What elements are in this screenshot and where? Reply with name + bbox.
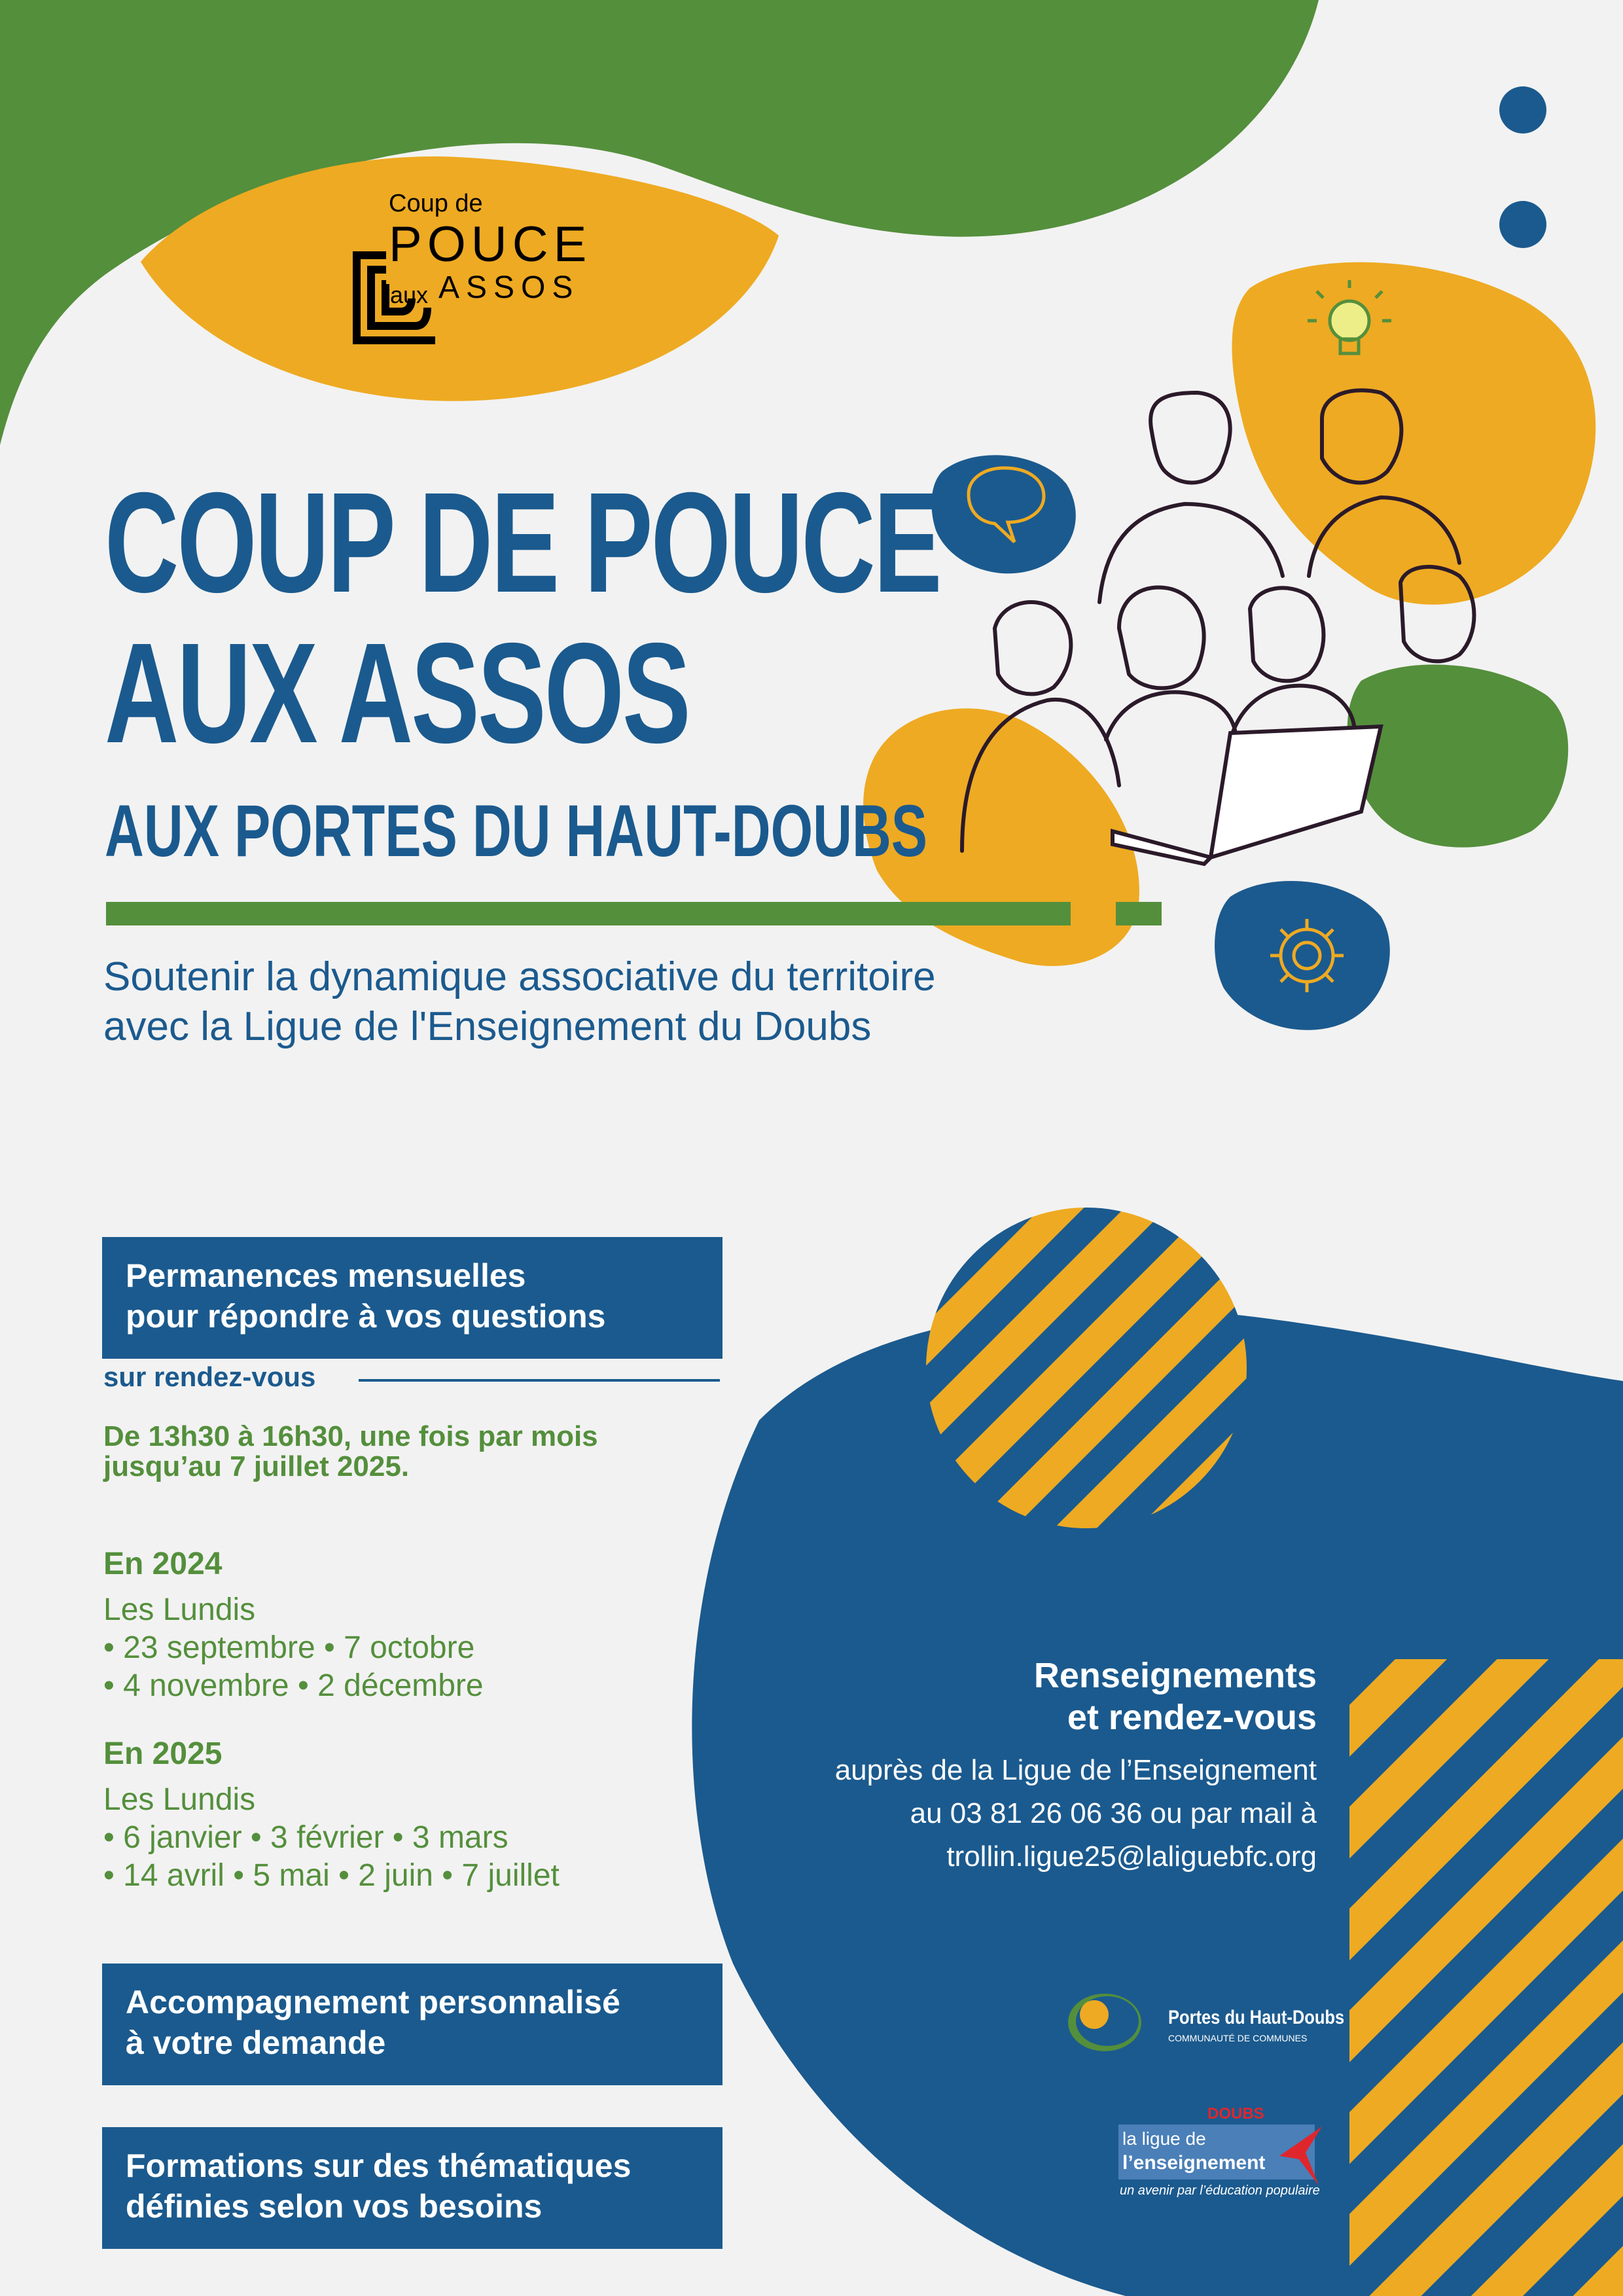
contact-title-line2: et rendez-vous xyxy=(1067,1698,1317,1737)
contact-info xyxy=(654,1655,1317,1878)
title-underline xyxy=(106,902,1071,925)
striped-panel xyxy=(1349,1659,1623,2296)
title-line2: AUX ASSOS xyxy=(105,614,689,773)
schedule-2024-day: Les Lundis xyxy=(103,1592,256,1627)
logo-line2: POUCE xyxy=(389,217,592,272)
hours-line1: De 13h30 à 16h30, une fois par mois xyxy=(103,1420,598,1452)
schedule-2024-line1: • 23 septembre • 7 octobre xyxy=(103,1630,475,1665)
permanences-header xyxy=(102,1237,722,1359)
tagline-line2: avec la Ligue de l'Enseignement du Doubs xyxy=(103,1004,872,1049)
schedule-2025-line2: • 14 avril • 5 mai • 2 juin • 7 juillet xyxy=(103,1858,560,1893)
cc-name: Portes du Haut-Doubs xyxy=(1168,2007,1345,2028)
cc-logo-icon xyxy=(1054,1983,1152,2068)
ligue-arrow-icon xyxy=(1273,2123,1325,2189)
contact-email-link[interactable]: trollin.ligue25@laliguebfc.org xyxy=(946,1840,1317,1873)
ligue-slogan: un avenir par l’éducation populaire xyxy=(1120,2183,1320,2198)
schedule-2025-year: En 2025 xyxy=(103,1736,223,1771)
logo-line1: Coup de xyxy=(389,190,483,217)
formations-line1: Formations sur des thématiques xyxy=(126,2147,632,2184)
title-line1: COUP DE POUCE xyxy=(105,463,940,622)
schedule-2024-line2: • 4 novembre • 2 décembre xyxy=(103,1668,484,1703)
formations-box xyxy=(102,2127,722,2249)
hours xyxy=(103,1422,758,1482)
ligue-line1: la ligue de xyxy=(1122,2128,1206,2149)
title-underline-dash xyxy=(1116,902,1162,925)
schedule-2025-day: Les Lundis xyxy=(103,1782,256,1817)
hours-line2: jusqu’au 7 juillet 2025. xyxy=(103,1450,410,1482)
ligue-doubs: DOUBS xyxy=(1207,2105,1264,2123)
rdv-label: sur rendez-vous xyxy=(103,1361,316,1392)
formations-line2: définies selon vos besoins xyxy=(126,2188,543,2225)
logo-line3b: ASSOS xyxy=(438,270,580,305)
contact-title-line1: Renseignements xyxy=(1033,1656,1317,1695)
permanences-header-line2: pour répondre à vos questions xyxy=(126,1298,606,1335)
permanences-header-line1: Permanences mensuelles xyxy=(126,1257,526,1294)
page-subtitle: AUX PORTES DU HAUT-DOUBS xyxy=(105,790,928,872)
tagline xyxy=(103,952,1216,1052)
schedule-2025-line1: • 6 janvier • 3 février • 3 mars xyxy=(103,1820,508,1855)
page-title xyxy=(105,463,940,773)
logo-line3a: aux xyxy=(390,281,429,308)
contact-line2: au 03 81 26 06 36 ou par mail à xyxy=(910,1797,1317,1829)
accompagnement-line2: à votre demande xyxy=(126,2024,386,2061)
accompagnement-line1: Accompagnement personnalisé xyxy=(126,1984,620,2020)
rdv-line xyxy=(359,1379,720,1382)
contact-line1: auprès de la Ligue de l’Enseignement xyxy=(834,1754,1317,1786)
accompagnement-box xyxy=(102,1964,722,2085)
schedule-2024-year: En 2024 xyxy=(103,1547,223,1581)
cc-sub: COMMUNAUTÉ DE COMMUNES xyxy=(1168,2033,1308,2043)
ligue-line2: l’enseignement xyxy=(1122,2152,1266,2174)
partner-cc-logo xyxy=(1054,1983,1345,2068)
coup-de-pouce-logo xyxy=(340,190,592,360)
tagline-line1: Soutenir la dynamique associative du territoire xyxy=(103,954,936,999)
partner-ligue-logo xyxy=(1116,2105,1332,2210)
